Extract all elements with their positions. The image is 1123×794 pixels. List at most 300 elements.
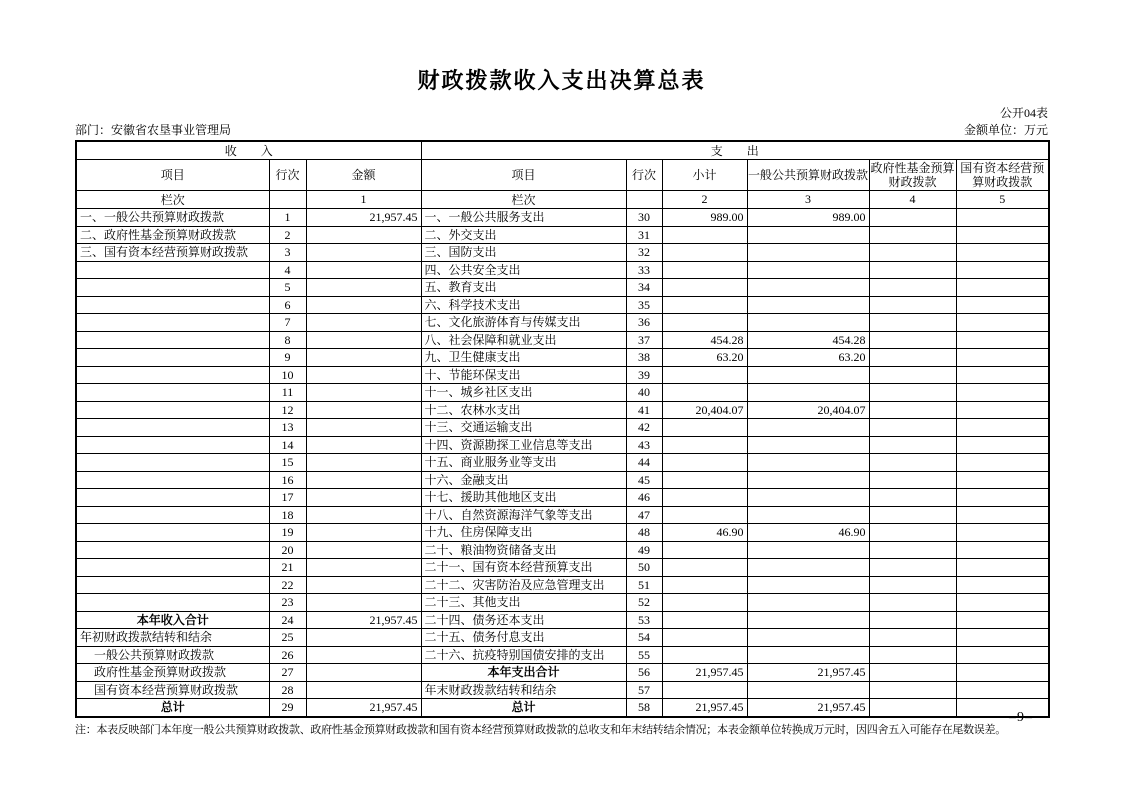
column-index-row bbox=[76, 191, 1049, 209]
table-row bbox=[76, 366, 1049, 384]
expense-capital-cell bbox=[956, 296, 1049, 314]
expense-item-cell: 十六、金融支出 bbox=[421, 471, 626, 489]
expense-capital-cell bbox=[956, 559, 1049, 577]
income-item-cell bbox=[76, 524, 269, 542]
expense-general-cell bbox=[747, 279, 869, 297]
expense-general-cell bbox=[747, 611, 869, 629]
expense-general-cell bbox=[747, 384, 869, 402]
income-amount-cell bbox=[306, 331, 421, 349]
expense-line-cell: 39 bbox=[626, 366, 662, 384]
income-line-cell: 12 bbox=[269, 401, 306, 419]
income-line-cell: 28 bbox=[269, 681, 306, 699]
expense-item-cell: 六、科学技术支出 bbox=[421, 296, 626, 314]
income-line-cell: 10 bbox=[269, 366, 306, 384]
expense-fund-cell bbox=[869, 436, 956, 454]
expense-fund-cell bbox=[869, 524, 956, 542]
expense-general-cell bbox=[747, 646, 869, 664]
income-amount-cell bbox=[306, 454, 421, 472]
income-item-cell: 二、政府性基金预算财政拨款 bbox=[76, 226, 269, 244]
expense-fund-cell bbox=[869, 681, 956, 699]
expense-line-cell: 40 bbox=[626, 384, 662, 402]
income-item-cell bbox=[76, 436, 269, 454]
table-body bbox=[76, 209, 1049, 717]
expense-capital-cell bbox=[956, 541, 1049, 559]
expense-fund-cell bbox=[869, 471, 956, 489]
income-item-cell: 政府性基金预算财政拨款 bbox=[76, 664, 269, 682]
expense-subtotal-cell: 63.20 bbox=[662, 349, 747, 367]
expense-item-cell: 年末财政拨款结转和结余 bbox=[421, 681, 626, 699]
income-amount-cell bbox=[306, 524, 421, 542]
expense-capital-cell bbox=[956, 331, 1049, 349]
col-header-expense-line: 行次 bbox=[626, 160, 662, 191]
page-number: –9– bbox=[1009, 710, 1033, 725]
table-row bbox=[76, 664, 1049, 682]
expense-general-cell bbox=[747, 419, 869, 437]
income-amount-cell bbox=[306, 506, 421, 524]
expense-line-cell: 33 bbox=[626, 261, 662, 279]
expense-general-cell bbox=[747, 576, 869, 594]
table-row bbox=[76, 629, 1049, 647]
table-row bbox=[76, 559, 1049, 577]
expense-capital-cell bbox=[956, 489, 1049, 507]
expense-capital-cell bbox=[956, 349, 1049, 367]
expense-item-cell: 二十四、债务还本支出 bbox=[421, 611, 626, 629]
expense-line-cell: 51 bbox=[626, 576, 662, 594]
income-amount-cell bbox=[306, 349, 421, 367]
income-item-cell bbox=[76, 489, 269, 507]
expense-subtotal-cell bbox=[662, 454, 747, 472]
income-line-cell: 26 bbox=[269, 646, 306, 664]
income-line-cell: 19 bbox=[269, 524, 306, 542]
income-amount-cell bbox=[306, 226, 421, 244]
income-item-cell bbox=[76, 576, 269, 594]
expense-item-cell: 一、一般公共服务支出 bbox=[421, 209, 626, 227]
expense-general-cell bbox=[747, 454, 869, 472]
expense-subtotal-cell bbox=[662, 384, 747, 402]
expense-subtotal-cell bbox=[662, 279, 747, 297]
expense-subtotal-cell bbox=[662, 471, 747, 489]
col-header-income-item: 项目 bbox=[76, 160, 269, 191]
income-item-cell bbox=[76, 471, 269, 489]
expense-subtotal-cell bbox=[662, 611, 747, 629]
expense-fund-cell bbox=[869, 454, 956, 472]
income-item-cell bbox=[76, 261, 269, 279]
col-header-state-capital: 国有资本经营预算财政拨款 bbox=[956, 160, 1049, 191]
table-row bbox=[76, 681, 1049, 699]
income-amount-cell bbox=[306, 244, 421, 262]
form-code: 公开04表 bbox=[999, 106, 1048, 120]
income-item-cell bbox=[76, 366, 269, 384]
income-item-cell: 一般公共预算财政拨款 bbox=[76, 646, 269, 664]
income-amount-cell bbox=[306, 366, 421, 384]
expense-fund-cell bbox=[869, 296, 956, 314]
table-row bbox=[76, 384, 1049, 402]
income-item-cell bbox=[76, 296, 269, 314]
income-item-cell bbox=[76, 279, 269, 297]
income-line-cell: 25 bbox=[269, 629, 306, 647]
expense-item-cell: 八、社会保障和就业支出 bbox=[421, 331, 626, 349]
expense-subtotal-cell: 21,957.45 bbox=[662, 664, 747, 682]
income-line-cell: 17 bbox=[269, 489, 306, 507]
expense-line-cell: 57 bbox=[626, 681, 662, 699]
expense-item-cell: 二十二、灾害防治及应急管理支出 bbox=[421, 576, 626, 594]
index-cell: 2 bbox=[662, 191, 747, 209]
income-line-cell: 3 bbox=[269, 244, 306, 262]
expense-general-cell bbox=[747, 314, 869, 332]
income-amount-cell: 21,957.45 bbox=[306, 611, 421, 629]
income-amount-cell bbox=[306, 664, 421, 682]
col-header-subtotal: 小计 bbox=[662, 160, 747, 191]
income-item-cell: 一、一般公共预算财政拨款 bbox=[76, 209, 269, 227]
expense-capital-cell bbox=[956, 209, 1049, 227]
table-row bbox=[76, 471, 1049, 489]
income-line-cell: 16 bbox=[269, 471, 306, 489]
expense-fund-cell bbox=[869, 594, 956, 612]
table-row bbox=[76, 279, 1049, 297]
expense-line-cell: 41 bbox=[626, 401, 662, 419]
expense-item-cell: 四、公共安全支出 bbox=[421, 261, 626, 279]
income-amount-cell bbox=[306, 261, 421, 279]
table-row bbox=[76, 541, 1049, 559]
expense-subtotal-cell: 20,404.07 bbox=[662, 401, 747, 419]
income-amount-cell bbox=[306, 279, 421, 297]
expense-fund-cell bbox=[869, 506, 956, 524]
income-amount-cell bbox=[306, 471, 421, 489]
group-header-row bbox=[76, 141, 1049, 160]
expense-item-cell: 十四、资源勘探工业信息等支出 bbox=[421, 436, 626, 454]
expense-line-cell: 54 bbox=[626, 629, 662, 647]
expense-capital-cell bbox=[956, 524, 1049, 542]
expense-line-cell: 52 bbox=[626, 594, 662, 612]
meta-line bbox=[75, 121, 1048, 139]
income-line-cell: 20 bbox=[269, 541, 306, 559]
expense-fund-cell bbox=[869, 349, 956, 367]
income-amount-cell bbox=[306, 681, 421, 699]
expense-line-cell: 35 bbox=[626, 296, 662, 314]
income-amount-cell bbox=[306, 401, 421, 419]
income-amount-cell bbox=[306, 384, 421, 402]
index-cell: 3 bbox=[747, 191, 869, 209]
expense-fund-cell bbox=[869, 559, 956, 577]
expense-line-cell: 42 bbox=[626, 419, 662, 437]
expense-line-cell: 43 bbox=[626, 436, 662, 454]
expense-group-header: 支 出 bbox=[421, 141, 1049, 160]
income-line-cell: 23 bbox=[269, 594, 306, 612]
expense-item-cell: 十五、商业服务业等支出 bbox=[421, 454, 626, 472]
table-row bbox=[76, 209, 1049, 227]
table-row bbox=[76, 296, 1049, 314]
table-row bbox=[76, 419, 1049, 437]
expense-general-cell bbox=[747, 471, 869, 489]
index-cell: 4 bbox=[869, 191, 956, 209]
income-amount-cell bbox=[306, 436, 421, 454]
expense-capital-cell bbox=[956, 261, 1049, 279]
index-cell bbox=[626, 191, 662, 209]
table-row bbox=[76, 226, 1049, 244]
expense-general-cell bbox=[747, 366, 869, 384]
expense-fund-cell bbox=[869, 419, 956, 437]
income-line-cell: 8 bbox=[269, 331, 306, 349]
expense-fund-cell bbox=[869, 261, 956, 279]
expense-capital-cell bbox=[956, 681, 1049, 699]
expense-subtotal-cell bbox=[662, 506, 747, 524]
expense-subtotal-cell bbox=[662, 436, 747, 454]
income-item-cell bbox=[76, 594, 269, 612]
income-line-cell: 9 bbox=[269, 349, 306, 367]
table-row bbox=[76, 436, 1049, 454]
income-item-cell bbox=[76, 331, 269, 349]
expense-subtotal-cell bbox=[662, 646, 747, 664]
expense-general-cell: 63.20 bbox=[747, 349, 869, 367]
expense-general-cell: 21,957.45 bbox=[747, 664, 869, 682]
expense-general-cell bbox=[747, 261, 869, 279]
income-item-cell bbox=[76, 384, 269, 402]
table-row bbox=[76, 244, 1049, 262]
expense-general-cell bbox=[747, 506, 869, 524]
expense-line-cell: 48 bbox=[626, 524, 662, 542]
table-row bbox=[76, 699, 1049, 717]
expense-item-cell: 十九、住房保障支出 bbox=[421, 524, 626, 542]
table-note: 注：本表反映部门本年度一般公共预算财政拨款、政府性基金预算财政拨款和国有资本经营预算财政拨款的总收支和年末结转结余情况；本表金额单位转换成万元时，因四舍五入可能存在尾数误差。 bbox=[75, 723, 1006, 736]
income-amount-cell bbox=[306, 419, 421, 437]
expense-fund-cell bbox=[869, 541, 956, 559]
col-header-general-budget: 一般公共预算财政拨款 bbox=[747, 160, 869, 191]
index-cell: 栏次 bbox=[76, 191, 269, 209]
expense-item-cell: 十、节能环保支出 bbox=[421, 366, 626, 384]
income-group-header: 收 入 bbox=[76, 141, 421, 160]
expense-item-cell: 十二、农林水支出 bbox=[421, 401, 626, 419]
income-amount-cell bbox=[306, 646, 421, 664]
index-cell bbox=[269, 191, 306, 209]
expense-general-cell bbox=[747, 594, 869, 612]
expense-subtotal-cell: 454.28 bbox=[662, 331, 747, 349]
expense-subtotal-cell bbox=[662, 366, 747, 384]
expense-item-cell: 十七、援助其他地区支出 bbox=[421, 489, 626, 507]
table-row bbox=[76, 576, 1049, 594]
expense-fund-cell bbox=[869, 699, 956, 717]
expense-capital-cell bbox=[956, 576, 1049, 594]
income-item-cell bbox=[76, 454, 269, 472]
table-row bbox=[76, 506, 1049, 524]
expense-item-cell: 三、国防支出 bbox=[421, 244, 626, 262]
col-header-gov-fund: 政府性基金预算财政拨款 bbox=[870, 161, 955, 189]
table-row bbox=[76, 646, 1049, 664]
expense-general-cell: 989.00 bbox=[747, 209, 869, 227]
table-row bbox=[76, 331, 1049, 349]
expense-fund-cell bbox=[869, 629, 956, 647]
index-cell: 5 bbox=[956, 191, 1049, 209]
income-amount-cell bbox=[306, 296, 421, 314]
income-item-cell bbox=[76, 314, 269, 332]
expense-capital-cell bbox=[956, 611, 1049, 629]
expense-line-cell: 49 bbox=[626, 541, 662, 559]
table-row bbox=[76, 524, 1049, 542]
expense-capital-cell bbox=[956, 366, 1049, 384]
income-line-cell: 7 bbox=[269, 314, 306, 332]
expense-subtotal-cell bbox=[662, 576, 747, 594]
expense-general-cell bbox=[747, 559, 869, 577]
expense-capital-cell bbox=[956, 629, 1049, 647]
col-header-expense-item: 项目 bbox=[421, 160, 626, 191]
income-item-cell bbox=[76, 349, 269, 367]
expense-general-cell bbox=[747, 226, 869, 244]
expense-general-cell bbox=[747, 436, 869, 454]
expense-line-cell: 38 bbox=[626, 349, 662, 367]
expense-item-cell: 十三、交通运输支出 bbox=[421, 419, 626, 437]
expense-general-cell: 21,957.45 bbox=[747, 699, 869, 717]
column-header-row bbox=[76, 160, 1049, 191]
expense-fund-cell bbox=[869, 209, 956, 227]
income-line-cell: 11 bbox=[269, 384, 306, 402]
expense-line-cell: 47 bbox=[626, 506, 662, 524]
expense-line-cell: 45 bbox=[626, 471, 662, 489]
expense-capital-cell bbox=[956, 314, 1049, 332]
expense-capital-cell bbox=[956, 506, 1049, 524]
expense-subtotal-cell bbox=[662, 541, 747, 559]
expense-subtotal-cell bbox=[662, 681, 747, 699]
income-item-cell: 年初财政拨款结转和结余 bbox=[76, 629, 269, 647]
expense-line-cell: 56 bbox=[626, 664, 662, 682]
expense-line-cell: 34 bbox=[626, 279, 662, 297]
expense-subtotal-cell: 46.90 bbox=[662, 524, 747, 542]
income-item-cell bbox=[76, 401, 269, 419]
income-line-cell: 21 bbox=[269, 559, 306, 577]
expense-fund-cell bbox=[869, 489, 956, 507]
expense-subtotal-cell bbox=[662, 261, 747, 279]
expense-subtotal-cell: 21,957.45 bbox=[662, 699, 747, 717]
expense-line-cell: 32 bbox=[626, 244, 662, 262]
expense-capital-cell bbox=[956, 226, 1049, 244]
expense-fund-cell bbox=[869, 646, 956, 664]
expense-capital-cell bbox=[956, 401, 1049, 419]
table-row bbox=[76, 314, 1049, 332]
expense-item-cell: 二十五、债务付息支出 bbox=[421, 629, 626, 647]
expense-fund-cell bbox=[869, 331, 956, 349]
table-row bbox=[76, 401, 1049, 419]
expense-line-cell: 46 bbox=[626, 489, 662, 507]
department-label: 部门：安徽省农垦事业管理局 bbox=[75, 123, 232, 137]
expense-general-cell bbox=[747, 489, 869, 507]
income-line-cell: 29 bbox=[269, 699, 306, 717]
amount-unit-label: 金额单位：万元 bbox=[963, 123, 1048, 137]
income-line-cell: 4 bbox=[269, 261, 306, 279]
income-line-cell: 13 bbox=[269, 419, 306, 437]
expense-subtotal-cell bbox=[662, 489, 747, 507]
table-row bbox=[76, 454, 1049, 472]
expense-item-cell: 二、外交支出 bbox=[421, 226, 626, 244]
fiscal-summary-table bbox=[75, 140, 1050, 718]
expense-general-cell bbox=[747, 629, 869, 647]
expense-fund-cell bbox=[869, 226, 956, 244]
income-line-cell: 2 bbox=[269, 226, 306, 244]
income-amount-cell bbox=[306, 489, 421, 507]
expense-item-cell: 十一、城乡社区支出 bbox=[421, 384, 626, 402]
expense-item-cell: 七、文化旅游体育与传媒支出 bbox=[421, 314, 626, 332]
income-item-cell: 本年收入合计 bbox=[76, 611, 269, 629]
income-item-cell bbox=[76, 419, 269, 437]
income-line-cell: 27 bbox=[269, 664, 306, 682]
expense-subtotal-cell bbox=[662, 314, 747, 332]
expense-line-cell: 37 bbox=[626, 331, 662, 349]
expense-general-cell bbox=[747, 541, 869, 559]
income-amount-cell: 21,957.45 bbox=[306, 209, 421, 227]
expense-subtotal-cell bbox=[662, 226, 747, 244]
expense-general-cell: 20,404.07 bbox=[747, 401, 869, 419]
col-header-income-line: 行次 bbox=[269, 160, 306, 191]
expense-general-cell bbox=[747, 681, 869, 699]
expense-fund-cell bbox=[869, 401, 956, 419]
expense-fund-cell bbox=[869, 366, 956, 384]
income-amount-cell bbox=[306, 594, 421, 612]
income-amount-cell bbox=[306, 629, 421, 647]
expense-fund-cell bbox=[869, 384, 956, 402]
expense-item-cell: 十八、自然资源海洋气象等支出 bbox=[421, 506, 626, 524]
expense-subtotal-cell bbox=[662, 629, 747, 647]
expense-fund-cell bbox=[869, 279, 956, 297]
income-line-cell: 18 bbox=[269, 506, 306, 524]
expense-line-cell: 50 bbox=[626, 559, 662, 577]
income-line-cell: 6 bbox=[269, 296, 306, 314]
expense-line-cell: 31 bbox=[626, 226, 662, 244]
expense-general-cell bbox=[747, 244, 869, 262]
table-row bbox=[76, 594, 1049, 612]
income-item-cell bbox=[76, 559, 269, 577]
expense-capital-cell bbox=[956, 646, 1049, 664]
income-line-cell: 14 bbox=[269, 436, 306, 454]
expense-line-cell: 44 bbox=[626, 454, 662, 472]
index-cell: 栏次 bbox=[421, 191, 626, 209]
income-line-cell: 22 bbox=[269, 576, 306, 594]
income-amount-cell bbox=[306, 576, 421, 594]
expense-capital-cell bbox=[956, 594, 1049, 612]
expense-line-cell: 55 bbox=[626, 646, 662, 664]
expense-capital-cell bbox=[956, 436, 1049, 454]
expense-fund-cell bbox=[869, 611, 956, 629]
table-head bbox=[76, 141, 1049, 209]
expense-subtotal-cell bbox=[662, 419, 747, 437]
expense-line-cell: 36 bbox=[626, 314, 662, 332]
expense-item-cell: 二十、粮油物资储备支出 bbox=[421, 541, 626, 559]
expense-subtotal-cell bbox=[662, 244, 747, 262]
income-line-cell: 5 bbox=[269, 279, 306, 297]
expense-capital-cell bbox=[956, 471, 1049, 489]
expense-item-cell: 二十三、其他支出 bbox=[421, 594, 626, 612]
income-line-cell: 15 bbox=[269, 454, 306, 472]
expense-item-cell: 五、教育支出 bbox=[421, 279, 626, 297]
table-row bbox=[76, 349, 1049, 367]
expense-fund-cell bbox=[869, 244, 956, 262]
expense-capital-cell bbox=[956, 699, 1049, 717]
expense-capital-cell bbox=[956, 419, 1049, 437]
expense-line-cell: 30 bbox=[626, 209, 662, 227]
expense-subtotal-cell: 989.00 bbox=[662, 209, 747, 227]
expense-capital-cell bbox=[956, 384, 1049, 402]
expense-fund-cell bbox=[869, 314, 956, 332]
expense-fund-cell bbox=[869, 664, 956, 682]
expense-line-cell: 53 bbox=[626, 611, 662, 629]
income-item-cell bbox=[76, 506, 269, 524]
income-amount-cell bbox=[306, 314, 421, 332]
income-line-cell: 24 bbox=[269, 611, 306, 629]
income-line-cell: 1 bbox=[269, 209, 306, 227]
income-amount-cell bbox=[306, 541, 421, 559]
income-amount-cell bbox=[306, 559, 421, 577]
col-header-income-amount: 金额 bbox=[306, 160, 421, 191]
expense-item-cell: 二十一、国有资本经营预算支出 bbox=[421, 559, 626, 577]
expense-general-cell: 46.90 bbox=[747, 524, 869, 542]
expense-subtotal-cell bbox=[662, 559, 747, 577]
expense-subtotal-cell bbox=[662, 296, 747, 314]
